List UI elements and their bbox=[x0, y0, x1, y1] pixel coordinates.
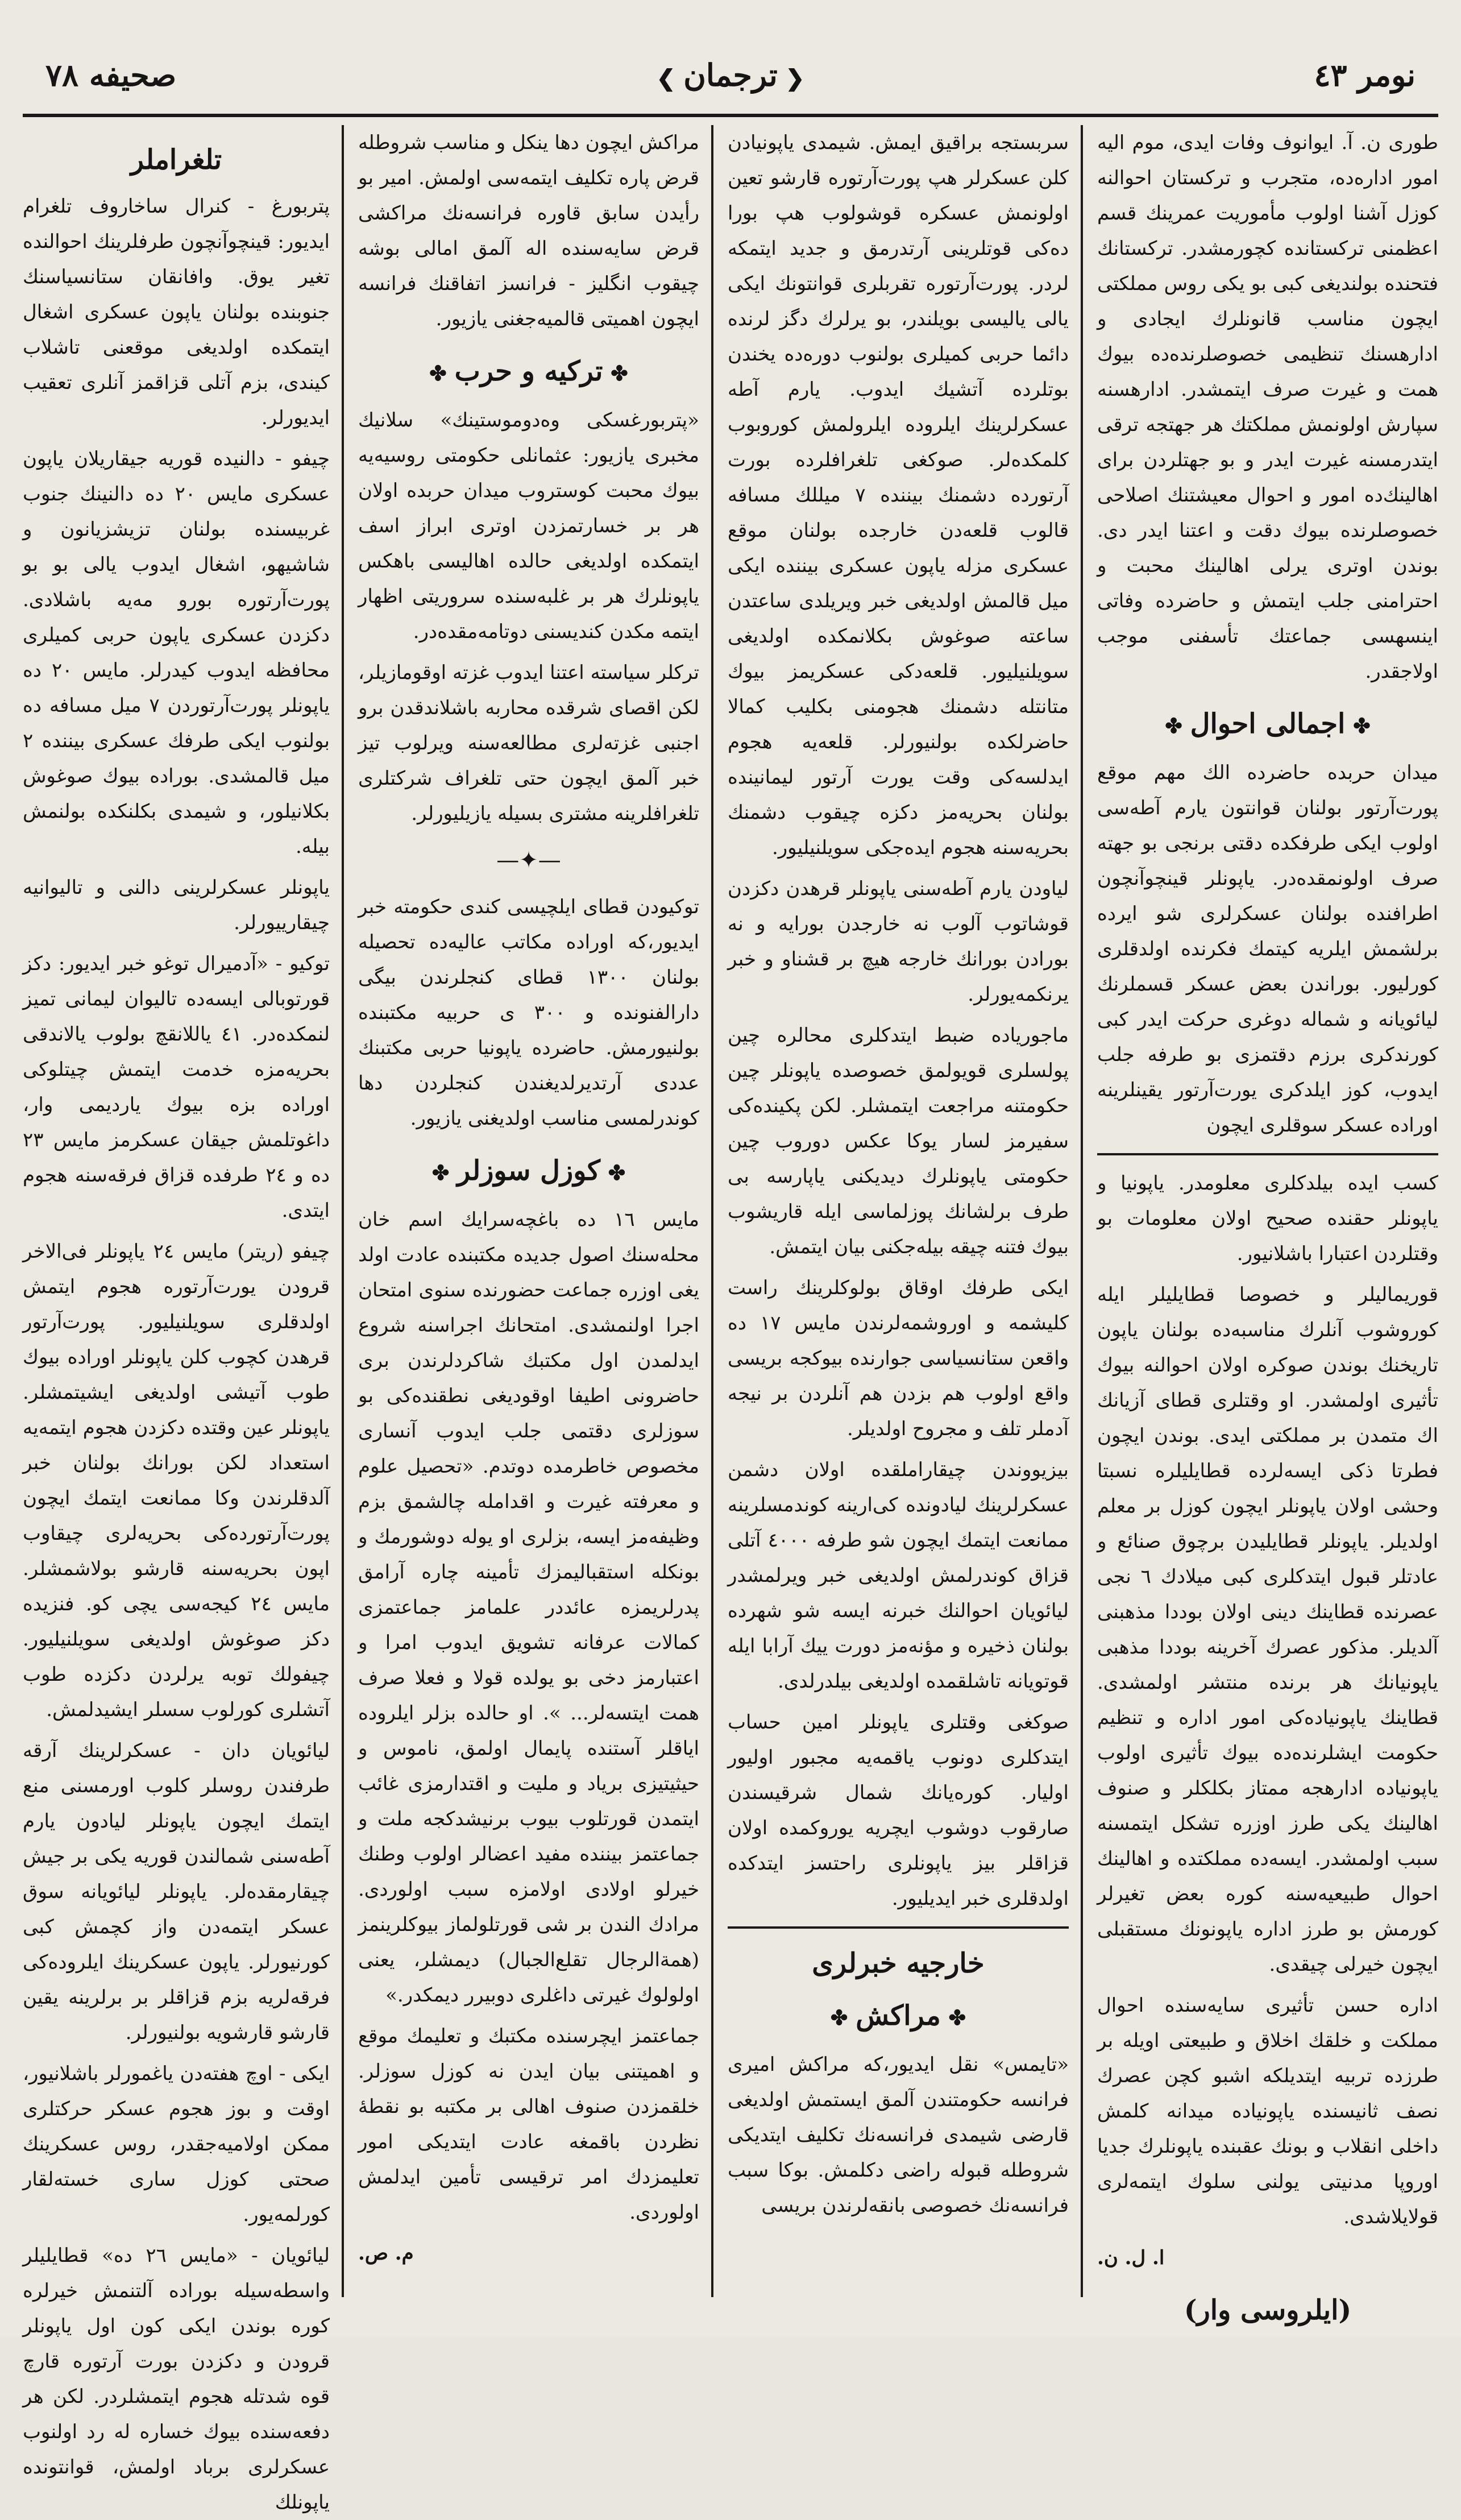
section-heading-telegrams: تلغراملر bbox=[130, 144, 222, 176]
telegram-item: چیفو - دالنیده قوریه جیقاریلان یاپون عسکری مایس ٢٠ ده دالنینك جنوب غربیسنده بولنان تزیشزیانون و شاشیهو، اشغال ایدوب یالی بو بو پورت‌آرتوره بورو مه‌یه باشلادی. دکزدن عسکری یاپون حربی کمیلری محافظه ایدوب کیدرلر. مایس ٢٠ ده یاپونلر پورت‌آرتوردن ٧ میل مسافه ده بولنوب ایکی طرفك عسکری بیننده ٢ میل قالمشدی. بوراده بیوك صوغوش بکلانیلور، و شیمدی بکلنکده بولنمش بیله. bbox=[23, 447, 330, 858]
obituary-text: طوری ن. آ. ایوانوف وفات ایدی، موم الیه امور اداره‌ده، متجرب و ترکستان احوالنه کوزل آشنا اولوب مأموریت عمرینك قسم اعظمنی ترکستانده کچورمشدر. ترکستانك فتحنده بولندیغی کبی بو یکی روس مملکتی ایچون مناسب قانونلرك ایجادی و ادارهسنك تنظیمی خصوصلرنده‌ده بیوك همت و غیرت صرف ایتمشدر. ادارهسنه سپارش اولونمش مملکتك هر جهتجه ترقی ایتدرمسنه غیرت ایدر و بو جهتلردن برای اهالینك‌ده امور و احوال معیشتنك اصلاحی خصوصلرنده بیوك دقت و اعتنا ایدر دی. بوندن اوتری یرلی اهالینك محبت و احترامنی جلب ایتمش و حاضرده وفاتی اینسهسی جماعتك تأسفنی موجب اولاجقدر. bbox=[1097, 131, 1438, 683]
article-paragraph: ایکی طرفك اوقاق بولوکلرینك راست کلیشمه و اوروشمه‌لرندن مایس ١٧ ده واقعن ستانسیاسی جوارنده بیوکجه بریسی واقع اولوب هم بزدن هم آنلردن بر نیجه آدملر تلف و مجروح اولدیلر. bbox=[728, 1276, 1069, 1440]
ornament-icon: ✤ bbox=[431, 1161, 450, 1185]
article-paragraph: قوریمالیلر و خصوصا قطایلیلر ایله کوروشوب آنلرك مناسبه‌ده بولنان یاپون تاریخنك بوندن صوکره اولان احوالنه بیوك تأثیری اولمشدر. او وقتلری قطای آزیانك اك متمدن بر مملکتی ایدی. بوندن ایچون فطرتا ذکی ایسه‌لرده قطایلیلره نسبتا وحشی اولان یاپونلر ایچون کوزل بر معلم اولدیلر. یاپونلر قطایلیدن برچوق صنائع و عادتلر قبول ایتدکلری کبی میلادك ٦ نجی عصرنده قطاینك دینی اولان بوددا مذهبنی آلدیلر. مذکور عصرك آخرینه بوددا مذهبی یاپونیانك هر برنده منتشر اولمشدی. قطاینك یاپونیاده‌کی امور اداره و تنظیم حکومت ایشلرنده‌ده بیوك تأثیری اولوب یاپونیاده ادارهجه ممتاز بکلکلر و صنوف اهالینك یکی طرز اوزره تشکل ایتمسنه سبب اولمشدر. ایسه‌ده مملکتده و اهالینك احوال طبیعیه‌سنه کوره بعض تغیرلر کورمش بو طرز اداره یاپونونك مستقبلی ایچون خیرلی چیقدی. bbox=[1097, 1283, 1438, 1976]
newspaper-title bbox=[649, 57, 813, 93]
ornament-icon: ✤ bbox=[429, 362, 447, 386]
column-divider bbox=[342, 125, 344, 2297]
subheading-morocco bbox=[728, 1998, 1069, 2036]
section-divider bbox=[728, 1926, 1069, 1929]
author-signature: ا. ل. ن. bbox=[1097, 2247, 1165, 2269]
issue-number: نومر ٤٣ bbox=[1314, 57, 1416, 93]
article-paragraph: جماعتمز ایچرسنده مکتبك و تعلیمك موقع و اهمیتنی بیان ایدن نه کوزل سوزلر. خلقمزدن صنوف اهالی بر مکتبه بو نقطه‌ٔ نظردن باقمغه عادت ایتدیکی امور تعلیمزدك امر ترقیسی تأمین ایدلمش اولوردی. bbox=[358, 2025, 699, 2224]
article-paragraph: لیاودن یارم آطه‌سنی یاپونلر قرهدن دکزدن قوشاتوب آلوب نه خارجدن بورایه و نه بورادن بورانك خارجه هیچ بر قشناو و خبر یرنکمه‌یورلر. bbox=[728, 877, 1069, 1006]
article-paragraph: سربستجه براقیق ایمش. شیمدی یاپونیادن کلن عسکرلر هپ پورت‌آرتوره قارشو تعین اولونمش عسکره قوشولوب هپ بورا ده‌کی قوتلرینی آرتدرمق و جدید ایتمکه لردر. پورت‌آرتوره تقربلری قوانتونك ایکی یالی یالیسی بویلندر، بو یرلرك دگز لرنده دائما حربی کمیلری بولنوب دوره‌ده یخندن بوتلرده آتشیك ایدوب. یارم آطه عسکرلرینك ایلروده ایلرولمش کوروبوب کلمکده‌لر. صوکغی تلغرافلرده بورت آرتورده دشمنك بیننده ٧ میللك مسافه قالوب قلعه‌دن خارجده بولنان موقع عسکری مزله یاپون عسکری بیننده ایکی میل قالمش اولدیغی خبر ویریلدی ساعتدن ساعته صوغوش بکلانمکده اولدیغی سویلنیلیور. قلعه‌دکی عسکریمز بیوك متانتله دشمنك هجومنی بکلیب کمالا حاضرلکده بولنیورلر. قلعه‌یه هجوم ایدلسه‌کی وقت یورت آرتور لیمانینده بولنان بحریه‌مز دکزه چیقوب دشمنك بحریه‌سنه هجوم ایده‌جکی سویلنیلیور. bbox=[728, 131, 1069, 859]
telegram-item: لیائویان‌ دان - عسکرلرینك آرقه طرفندن روسلر کلوب اورمسنی منع ایتمك ایچون یاپونلر لیادون یارم آطه‌سنی شمالندن قوریه یکی بر جیش چیقارمقده‌لر. یاپونلر لیائویانه سوق عسکر ایتمه‌دن واز کچمش کبی کورنیورلر. یاپون عسکرینك ایلروده‌کی فرقه‌لریه بزم قزاقلر بر برلرینه یقین قارشو قارشویه بولنیورلر. bbox=[23, 1739, 330, 2044]
section-heading-foreign-news: خارجیه خبرلری bbox=[812, 1947, 985, 1979]
article-paragraph: ماجوریاده ضبط ایتدکلری محالره چین پولسلری قویولمق خصوصده یاپونلر چین حکومتنه مراجعت ایتمشلر. لکن پکینده‌کی سفیرمز لسار یوکا عکس دوروب چین حکومتی یاپونلرك دیدیکنی یاپارسه بی طرف برلشانك پوزلماسی ایله قاریشوب بیوك فتنه چیقه بیله‌جکنی بیان ایتمش. bbox=[728, 1024, 1069, 1258]
article-paragraph: بیزیووندن چیقاراملقده اولان دشمن عسکرلرینك لیادونده کی‌ارینه کوندمسلرینه ممانعت ایتمك ایچون شو طرفه ٤٠٠٠ آتلی قزاق کوندرلمش اولدیغی خبر ویرلمشدر لیائویان احوالنك خبرنه ایسه شو شهرده بولنان ذخیره و مؤنه‌مز دورت ییك آرابا ایله قوتویانه تاشلقمده اولدیغی بیلدرلدی. bbox=[728, 1458, 1069, 1693]
ornament-icon: ✤ bbox=[948, 2006, 966, 2030]
column-2 bbox=[728, 125, 1069, 2297]
separator-ornament-icon: —✦— bbox=[496, 847, 561, 873]
article-paragraph: اداره حسن تأثیری سایه‌سنده احوال مملکت و خلقك اخلاق و طبیعتی اویله بر طرزده تربیه ایتدیلکه اشبو کچن عصرك نصف ثانیسنده یاپونیاده میدانه کلمش داخلی انقلاب و بونك عقبنده یاپونلرك جدیا اوروپا مدنیتی یولنی سلوك ایتمه‌لری قولایلاشدی. bbox=[1097, 1994, 1438, 2228]
section-divider bbox=[1097, 1153, 1438, 1155]
ornament-icon: ✤ bbox=[1165, 714, 1182, 738]
page-number: صحیفه ٧٨ bbox=[45, 57, 177, 93]
column-divider bbox=[1081, 125, 1083, 2297]
ornament-icon: ❯ bbox=[656, 65, 676, 92]
article-paragraph: ترکلر سیاسته اعتنا ایدوب غزته اوقومازیلر، لکن اقصای شرقده محاربه باشلاندقدن برو اجنبی غزته‌لری مطالعه‌سنه ویرلوب تیز خبر آلمق ایچون حتی تلغراف شرکتلری تلغرافلرینه مشتری بسیله یازیلیورلر. bbox=[358, 661, 699, 825]
telegram-item: پتربورغ - کنرال ساخاروف تلغرام ایدیور: قینچوآنچون طرفلرینك احوالنده تغیر یوق. وافانقان ستانسیاسنك جنوبنده بولنان یاپون عسکری اشغال ایتمکده اولدیغی موقعنی تاشلاب کیندی، بزم آتلی قزاقمز آنلری تعقیب ایدیورلر. bbox=[23, 195, 330, 429]
heading-text: کوزل سوزلر bbox=[457, 1155, 600, 1187]
ornament-icon: ❮ bbox=[785, 65, 805, 92]
section-heading-beautiful-words bbox=[358, 1153, 699, 1191]
section-heading-overview bbox=[1097, 706, 1438, 744]
article-paragraph: مایس ١٦ ده باغچه‌سرایك اسم خان محله‌سنك اصول جدیده مکتبنده عادت اولد یغی اوزره جماعت حضورنده سنوی امتحان اجرا اولنمشدی. امتحانك اجراسنه شروع ایدلمدن اول مکتبك شاکردلرندن بری حاضرونی اطیفا اوقودیغی نطقنده‌کی بو سوزلری دقتمی جلب ایدوب آنساری مخصوص خاطرمده دوتدم. «تحصیل علوم و معرفته غیرت و اقدامله چالشمق بزم وظیفه‌مز ایسه، بزلری او یوله دوشورمك و بونکله استقبالیمزك تأمینه چاره آرامق پدرلریمزه عائددر علمامز جماعتمزی کمالات عرفانه تشویق ایدوب امرا و اعتبارمز دخی بو یولده قولا و فعلا صرف همت ایتسه‌لر... ». او حالده بزلر ایلروده ایاقلر آستنده پایمال اولمق، ناموس و حیثیتیزی بریاد و ملیت و اقتدارمزی غائب ایتمدن قورتلوب بیوب برنیشدکجه ملت و جماعتمز بیننده مفید اعضالر اولوب وطنك خیرلو اولادی اولامزه سبب اولوردی. مرادك الندن بر شی قورتلولماز بیوکلرینمز (همة‌الرجال تقلع‌الجبال) دیمشلر، یعنی اولولوك غیرتی داغلری دوبیرر دیمکدر.» bbox=[358, 1208, 699, 2007]
telegram-item: توکیو - «آدمیرال توغو خبر ایدیور: دکز قورتوبالی ایسه‌ده تالیوان لیمانی تمیز لنمکده‌در. ٤١ یاللانقچ بولوب یالاندقی بحریه‌مزه خدمت ایتمش چیتلوکی اوراده بزه بیوك یاردیمی وار، داغوتلمش جیقان عسکرمز مایس ٢٣ ده و ٢٤ طرفده قزاق فرقه‌سنه هجوم ایتدی. bbox=[23, 952, 330, 1222]
heading-text: ترکیه و حرب bbox=[454, 355, 603, 387]
article-paragraph: «پتربورغسکی وه‌دوموستینك» سلانیك مخبری یازیور: عثمانلی حکومتی روسیه‌یه بیوك محبت کوستروب میدان حربده اولان هر بر خسارتمزدن اوتری ابراز اسف ایتمکده اولدیغی حالده اهالیسی باهکس یاپونلرك هر بر غلبه‌سنده سروریتی اظهار ایتمه مکدن کندیسنی دوتامه‌مقده‌در. bbox=[358, 409, 699, 643]
article-paragraph: صوکغی وقتلری یاپونلر امین حساب ایتدکلری دونوب یاقمه‌یه مجبور اولیور اولیار. کوره‌یانك شمال شرقیسندن صارقوب دوشوب ایچریه یوروکمده اولان قزاقلر بیز یاپونلری راحتسز ایتدکده اولدقلری خبر ایدیلیور. bbox=[728, 1711, 1069, 1910]
telegram-item: یاپونلر عسکرلرینی دالنی و تالیوانیه چیقارییورلر. bbox=[23, 876, 330, 934]
continued-note: (ایلروسی وار) bbox=[1184, 2294, 1352, 2326]
article-paragraph: توکیودن قطای ایلچیسی کندی حکومته خبر ایدیور،که اوراده مکاتب عالیه‌ده تحصیله بولنان ١٣٠٠ قطای کنجلرندن بیگی دارالفنونده و ٣٠٠ ی حربیه مکتبنده بولنیورمش. حاضرده یاپونیا حربی مکتبنك عددی آرتدیرلدیغندن کنجلردن دها کوندرلمسی مناسب اولدیغنی یازیور. bbox=[358, 896, 699, 1130]
article-paragraph: مراکش ایچون دها ینکل و مناسب شروطله قرض پاره تکلیف ایتمه‌سی اولمش. امیر بو رأیدن سابق قاوره فرانسه‌نك مراکشی قرض سایه‌سنده اله آلمق امالی بوشه چیقوب انگلیز - فرانسز اتفاقنك فرانسه ایچون اهمیتی قالمیه‌جغنی یازیور. bbox=[358, 131, 699, 330]
telegram-item: لیائویان - «مایس ٢٦ ده» قطایلیلر واسطه‌سیله بوراده آلتنمش خیرلره کوره بوندن ایکی کون اول یاپونلر قرودن و دکزدن بورت آرتوره قارچ قوه شدتله هجوم ایتمشلردر. لکن هر دفعه‌سنده بیوك خساره له رد اولنوب عسکرلری برباد اولمش، قوانتونده یاپونلك bbox=[23, 2244, 330, 2514]
author-signature: م. ص. bbox=[358, 2242, 414, 2265]
article-paragraph: «تایمس» نقل ایدیور،که مراکش امیری فرانسه حکومتندن آلمق ایستمش اولدیغی قارضی شیمدی فرانسه‌نك تکلیف ایتدیکی شروطله قبوله راضی دکلمش. بوکا سبب فرانسه‌نك خصوصی بانقه‌لرندن بریسی bbox=[728, 2053, 1069, 2217]
masthead bbox=[23, 34, 1438, 119]
article-paragraph: میدان حربده حاضرده الك مهم موقع پورت‌آرتور بولنان قوانتون یارم آطه‌سی اولوب ایکی طرفکده دقتی برنجی بو جهته صرف اولونمقده‌در. یاپونلر قینچوآنچون اطرافنده بولنان عسکرلری شو ایرده برلشمش ایلریه کیتمك فکرنده اولدقلری کورلیور. بوراندن بعض عسکر قسملرنك لیائویانه و شماله دوغری حرکت ایدر کبی کورندکری برزم دقتمزی بو طرفه جلب ایدوب، کوز ایلدکری یورت‌آرتور یقینلرینه اوراده عسکر سوقلری ایچون bbox=[1097, 761, 1438, 1137]
column-3 bbox=[358, 125, 699, 2297]
telegram-item: ایکی - اوچ هفته‌دن یاغمورلر باشلانیور، اوقت و بوز هجوم عسکر حرکتلری ممکن اولامیه‌جقدر، روس عسکرینك صحتی کوزل ساری خسته‌لقار کورلمه‌یور. bbox=[23, 2062, 330, 2226]
column-divider bbox=[711, 125, 713, 2297]
masthead-rule bbox=[23, 114, 1438, 117]
heading-text: مراکش bbox=[856, 2000, 941, 2032]
heading-text: اجمالی احوال bbox=[1190, 708, 1346, 740]
telegram-item: چیفو (ریتر) مایس ٢٤ یاپونلر فی‌الاخر قرودن یورت‌آرتوره هجوم ایتمش اولدقلری سویلنیلیور. پورت‌آرتور قرهدن کچوب کلن یاپونلر اوراده بیوك طوب آتیشی اولدیغی ایشیتمشلر. یاپونلر عین وقتده دکزدن هجوم ایتمه‌یه استعداد لکن بورانك بولنان خبر آلدقلرندن وکا ممانعت ایتمك ایچون پورت‌آرتورده‌کی بحریه‌لری چیقاوب اپون بحریه‌سنه قارشو بولاشمشلر. مایس ٢٤ کیجه‌سی یچی کو. فنزیده دکز صوغوش اولدیغی سویلنیلیور. چیفولك توبه یرلردن دکزده طوب آتشلری کورلوب سسلر ایشیدلمش. bbox=[23, 1240, 330, 1721]
column-4 bbox=[23, 125, 330, 2514]
ornament-icon: ✤ bbox=[1353, 714, 1371, 738]
ornament-icon: ✤ bbox=[608, 1161, 626, 1185]
ornament-icon: ✤ bbox=[611, 362, 628, 386]
title-text: ترجمان bbox=[683, 57, 778, 93]
article-paragraph: کسب ایده بیلدکلری معلومدر. یاپونیا و یاپونلر حقنده صحیح اولان معلومات بو وقتلردن اعتبارا باشلانیور. bbox=[1097, 1172, 1438, 1265]
column-1 bbox=[1097, 125, 1438, 2326]
section-heading-turkey-war bbox=[358, 354, 699, 391]
ornament-icon: ✤ bbox=[831, 2006, 848, 2030]
